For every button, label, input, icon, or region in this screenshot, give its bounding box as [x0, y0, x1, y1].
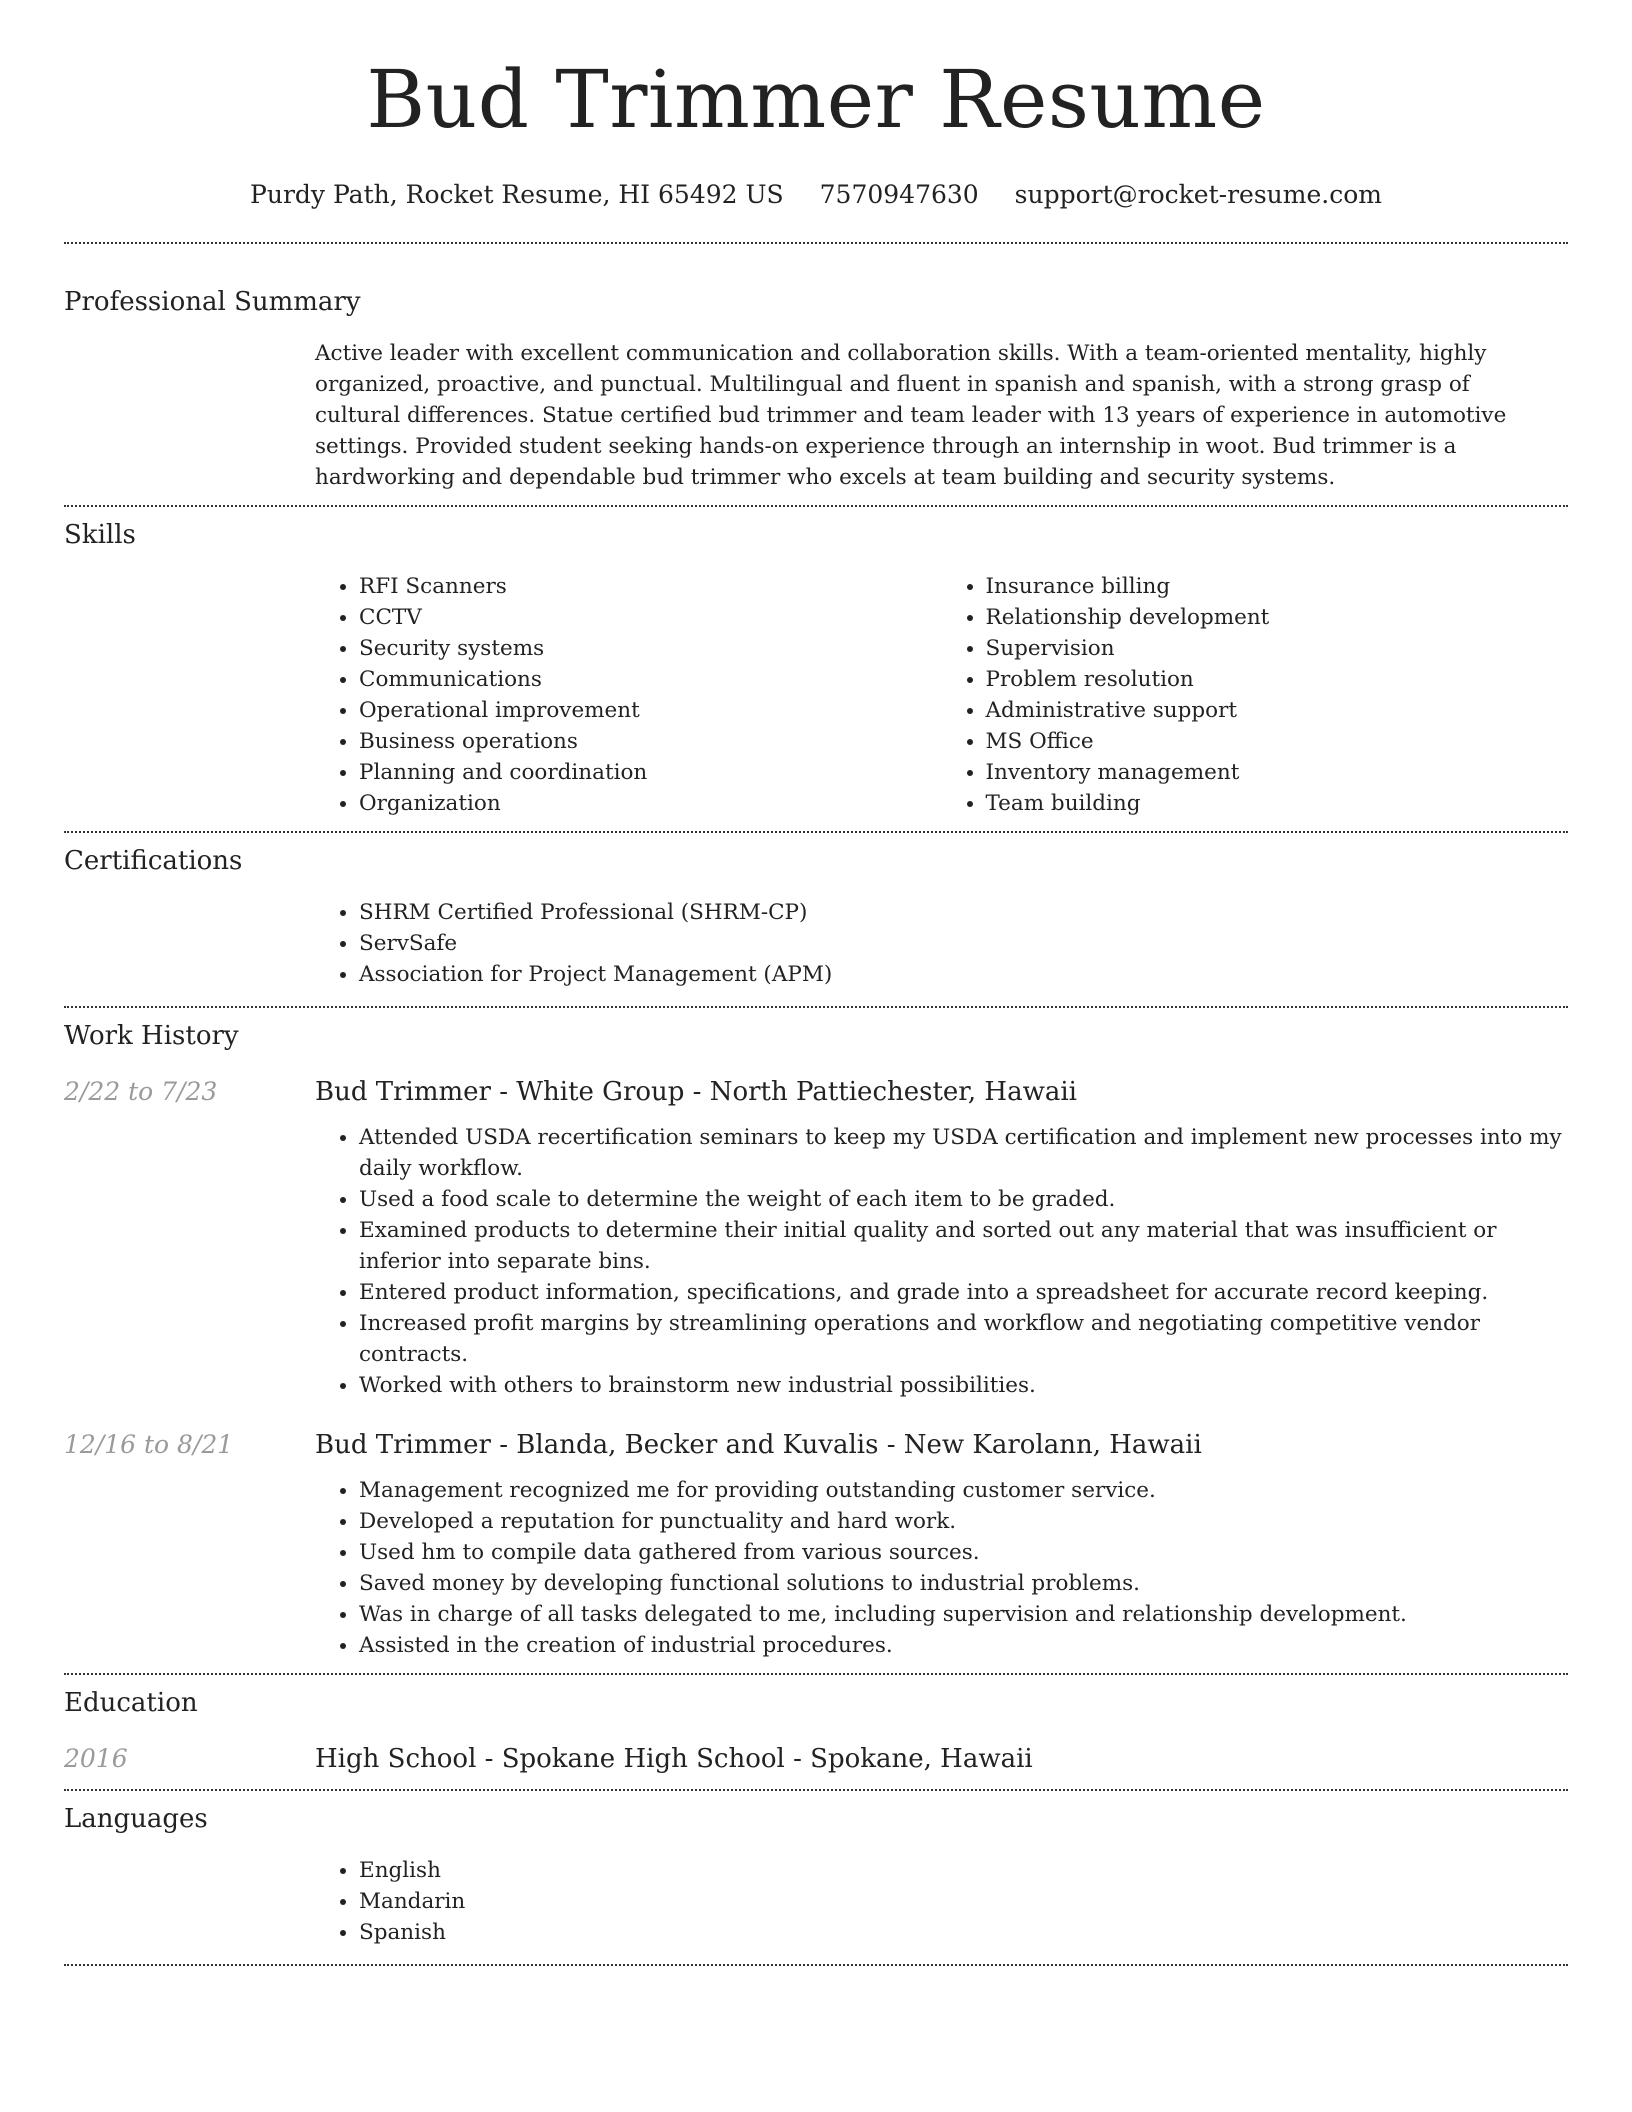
- summary-paragraph: Active leader with excellent communication and collaboration skills. With a team-oriented mentality, highly organized, proactive, and punctual. Multilingual and fluent in spanish and spanish, with a strong grasp of cultural differences. Statue certified bud trimmer and team leader with 13 years of experience in automotive settings. Provided student seeking hands-on experience through an internship in woot. Bud trimmer is a hardworking and dependable bud trimmer who excels at team building and security systems.: [315, 341, 1507, 490]
- section-heading-languages: Languages: [64, 1804, 208, 1834]
- section-work-history: [64, 1008, 1568, 1673]
- section-education: [64, 1675, 1568, 1789]
- section-heading-summary: Professional Summary: [64, 287, 361, 317]
- skills-grid: [315, 571, 1568, 819]
- language-item: • Mandarin: [359, 1886, 1568, 1917]
- section-heading-education: Education: [64, 1688, 198, 1718]
- language-item: • Spanish: [359, 1917, 1568, 1948]
- divider: [64, 1964, 1568, 1966]
- skills-list-right: [942, 571, 1569, 819]
- skill-item: • Operational improvement: [359, 695, 942, 726]
- job-bullet: • Examined products to determine their initial quality and sorted out any material that was insufficient or inferior into separate bins.: [359, 1215, 1568, 1277]
- skill-item: • Inventory management: [986, 757, 1569, 788]
- section-languages: [64, 1791, 1568, 1964]
- job-bullet: • Assisted in the creation of industrial procedures.: [359, 1630, 1568, 1661]
- skill-item: • Organization: [359, 788, 942, 819]
- job-entry: [64, 1427, 1568, 1661]
- resume-header: [64, 0, 1568, 212]
- job-bullet: • Increased profit margins by streamlining operations and workflow and negotiating competitive vendor contracts.: [359, 1308, 1568, 1370]
- skill-item: • Problem resolution: [986, 664, 1569, 695]
- section-heading-skills: Skills: [64, 520, 136, 550]
- certification-item: • ServSafe: [359, 928, 1568, 959]
- contact-line: [64, 178, 1568, 212]
- job-bullet: • Used a food scale to determine the weight of each item to be graded.: [359, 1184, 1568, 1215]
- skill-item: • MS Office: [986, 726, 1569, 757]
- job-bullet: • Used hm to compile data gathered from various sources.: [359, 1537, 1568, 1568]
- section-heading-work-history: Work History: [64, 1021, 239, 1051]
- job-entry: [64, 1074, 1568, 1401]
- languages-list: [315, 1855, 1568, 1948]
- contact-address: Purdy Path, Rocket Resume, HI 65492 US: [250, 180, 784, 209]
- contact-phone: 7570947630: [819, 180, 979, 209]
- skill-item: • Relationship development: [986, 602, 1569, 633]
- education-title: High School - Spokane High School - Spokane, Hawaii: [315, 1744, 1033, 1774]
- skills-list-left: [315, 571, 942, 819]
- job-dates: 2/22 to 7/23: [64, 1077, 218, 1106]
- skill-item: • CCTV: [359, 602, 942, 633]
- skill-item: • Communications: [359, 664, 942, 695]
- skill-item: • Security systems: [359, 633, 942, 664]
- skill-item: • Administrative support: [986, 695, 1569, 726]
- education-entry: [64, 1741, 1568, 1777]
- section-skills: [64, 507, 1568, 831]
- education-year: 2016: [64, 1744, 128, 1773]
- skill-item: • Supervision: [986, 633, 1569, 664]
- job-bullet: • Saved money by developing functional solutions to industrial problems.: [359, 1568, 1568, 1599]
- resume-page: [64, 0, 1568, 1966]
- job-title: Bud Trimmer - White Group - North Pattiechester, Hawaii: [315, 1077, 1077, 1107]
- certifications-list: [315, 897, 1568, 990]
- job-bullet: • Worked with others to brainstorm new industrial possibilities.: [359, 1370, 1568, 1401]
- language-item: • English: [359, 1855, 1568, 1886]
- section-heading-certifications: Certifications: [64, 846, 243, 876]
- skill-item: • RFI Scanners: [359, 571, 942, 602]
- job-bullet: • Management recognized me for providing outstanding customer service.: [359, 1475, 1568, 1506]
- resume-title: Bud Trimmer Resume: [366, 53, 1266, 146]
- skill-item: • Insurance billing: [986, 571, 1569, 602]
- job-bullet: • Attended USDA recertification seminars to keep my USDA certification and implement new processes into my daily workflow.: [359, 1122, 1568, 1184]
- skill-item: • Planning and coordination: [359, 757, 942, 788]
- section-certifications: [64, 833, 1568, 1006]
- skill-item: • Team building: [986, 788, 1569, 819]
- job-bullets: [315, 1475, 1568, 1661]
- section-summary: [64, 244, 1568, 505]
- certification-item: • Association for Project Management (APM): [359, 959, 1568, 990]
- job-bullet: • Was in charge of all tasks delegated to me, including supervision and relationship development.: [359, 1599, 1568, 1630]
- job-title: Bud Trimmer - Blanda, Becker and Kuvalis - New Karolann, Hawaii: [315, 1430, 1202, 1460]
- job-bullet: • Entered product information, specifications, and grade into a spreadsheet for accurate record keeping.: [359, 1277, 1568, 1308]
- certification-item: • SHRM Certified Professional (SHRM-CP): [359, 897, 1568, 928]
- job-bullet: • Developed a reputation for punctuality and hard work.: [359, 1506, 1568, 1537]
- job-bullets: [315, 1122, 1568, 1401]
- contact-email: support@rocket-resume.com: [1014, 180, 1382, 209]
- skill-item: • Business operations: [359, 726, 942, 757]
- job-dates: 12/16 to 8/21: [64, 1430, 234, 1459]
